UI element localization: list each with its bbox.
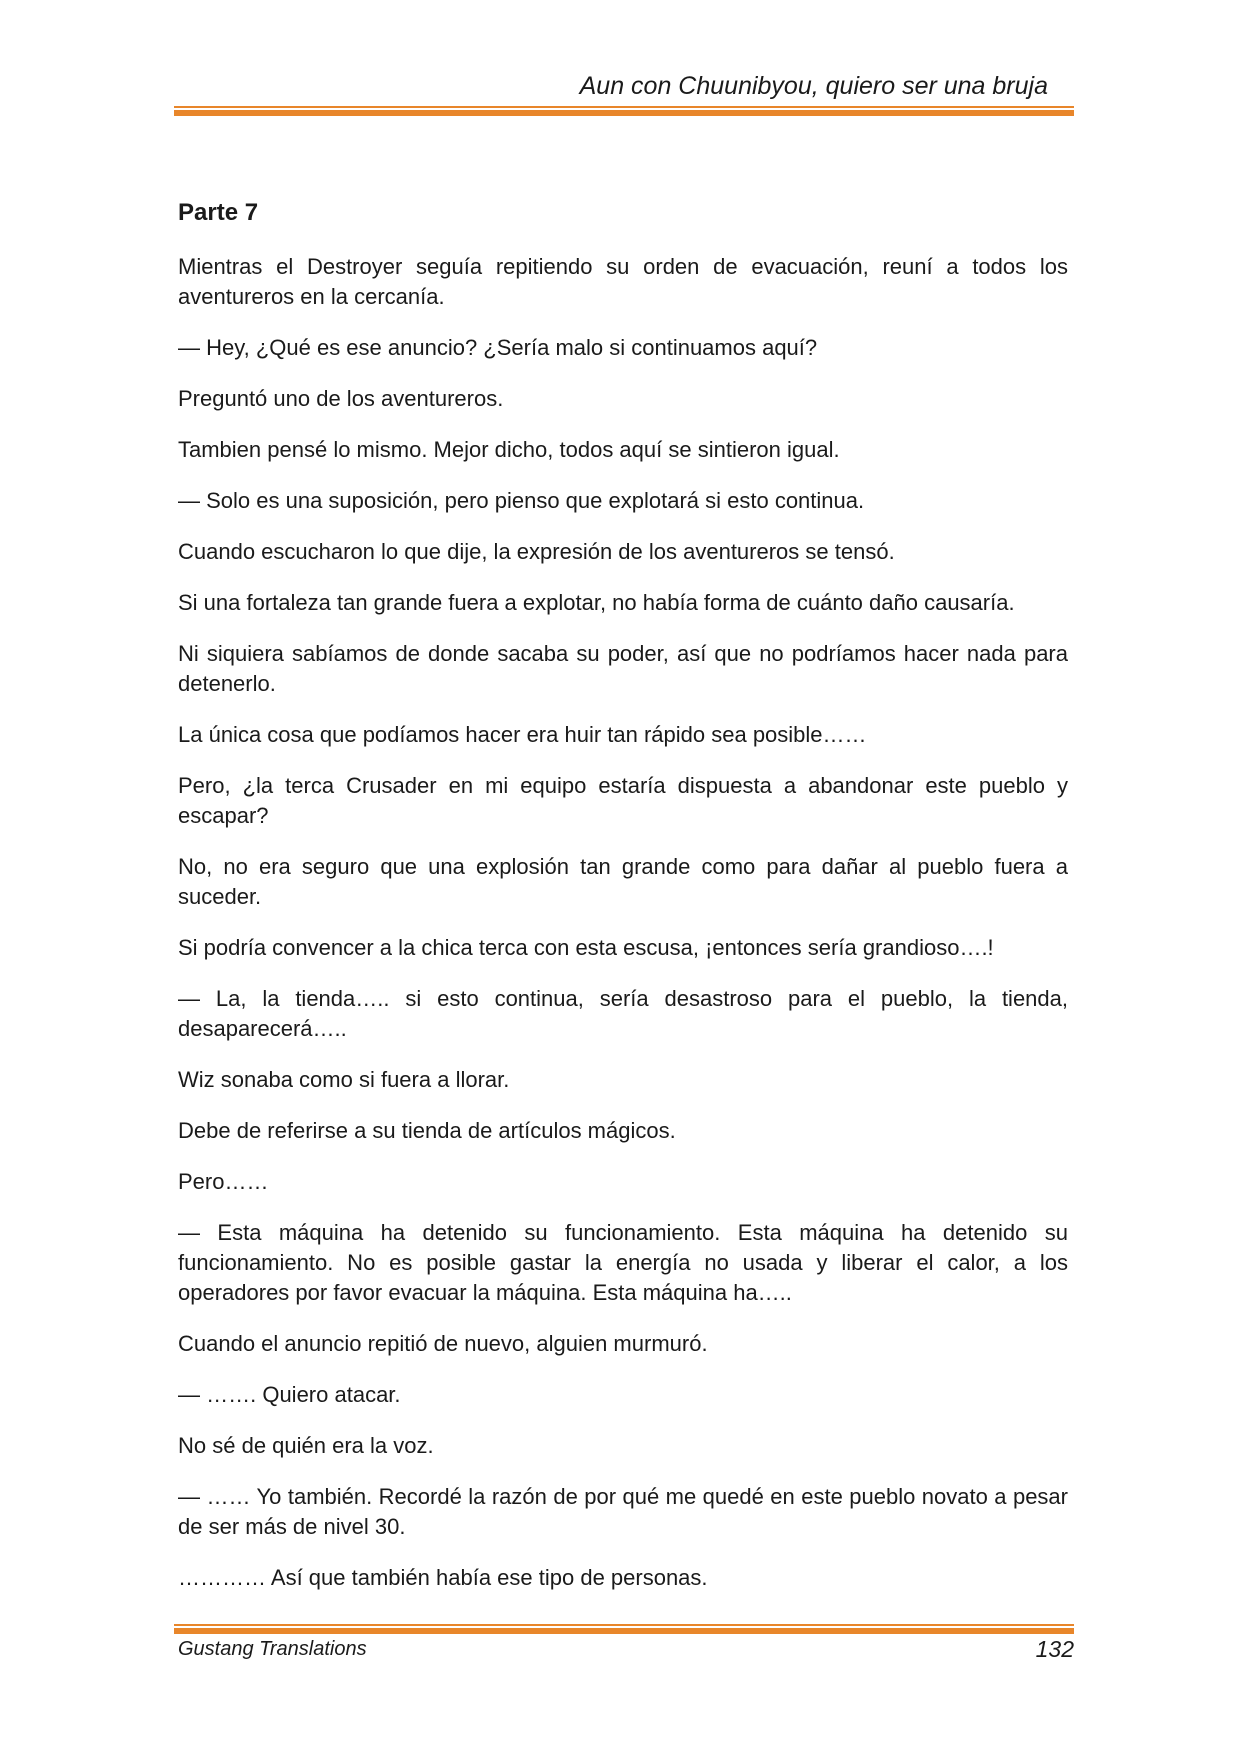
paragraph: — La, la tienda….. si esto continua, sería desastroso para el pueblo, la tienda, desaparecerá…..: [178, 986, 1068, 1041]
paragraph: Wiz sonaba como si fuera a llorar.: [178, 1067, 510, 1092]
paragraph: Tambien pensé lo mismo. Mejor dicho, todos aquí se sintieron igual.: [178, 437, 840, 462]
header-divider-thin: [174, 106, 1074, 108]
paragraph: — Solo es una suposición, pero pienso que explotará si esto continua.: [178, 488, 865, 513]
paragraph: Cuando escucharon lo que dije, la expresión de los aventureros se tensó.: [178, 539, 895, 564]
section-heading: Parte 7: [178, 199, 259, 226]
header-divider: [174, 106, 1074, 116]
paragraph: La única cosa que podíamos hacer era huir tan rápido sea posible……: [178, 722, 867, 747]
header-divider-thick: [174, 110, 1074, 116]
running-header-title: Aun con Chuunibyou, quiero ser una bruja: [579, 72, 1048, 100]
paragraph: Pero, ¿la terca Crusader en mi equipo estaría dispuesta a abandonar este pueblo y escapar?: [178, 773, 1068, 828]
paragraph: ………… Así que también había ese tipo de personas.: [178, 1565, 708, 1590]
paragraph: No, no era seguro que una explosión tan grande como para dañar al pueblo fuera a suceder.: [178, 854, 1068, 909]
footer-divider-thick: [174, 1628, 1074, 1634]
paragraph: — Esta máquina ha detenido su funcionamiento. Esta máquina ha detenido su funcionamiento. No es posible gastar la energía no usada y liberar el calor, a los operadores por favor evacuar la máquina. Esta máquina ha…..: [178, 1220, 1068, 1305]
footer-divider-thin: [174, 1624, 1074, 1626]
paragraph: Ni siquiera sabíamos de donde sacaba su poder, así que no podríamos hacer nada para detenerlo.: [178, 641, 1068, 696]
page-number: 132: [1035, 1636, 1074, 1662]
paragraph: Si una fortaleza tan grande fuera a explotar, no había forma de cuánto daño causaría.: [178, 590, 1015, 615]
paragraph: Si podría convencer a la chica terca con esta escusa, ¡entonces sería grandioso….!: [178, 935, 994, 960]
paragraph: — Hey, ¿Qué es ese anuncio? ¿Sería malo si continuamos aquí?: [178, 335, 818, 360]
paragraph: Debe de referirse a su tienda de artículos mágicos.: [178, 1118, 676, 1143]
footer-publisher: Gustang Translations: [178, 1638, 367, 1660]
paragraph: Cuando el anuncio repitió de nuevo, alguien murmuró.: [178, 1331, 708, 1356]
page-body: [178, 196, 1068, 1614]
paragraph: No sé de quién era la voz.: [178, 1433, 434, 1458]
paragraph: Mientras el Destroyer seguía repitiendo su orden de evacuación, reuní a todos los aventureros en la cercanía.: [178, 254, 1068, 309]
paragraph: — …… Yo también. Recordé la razón de por qué me quedé en este pueblo novato a pesar de ser más de nivel 30.: [178, 1484, 1068, 1539]
paragraph: Pero……: [178, 1169, 269, 1194]
paragraph: Preguntó uno de los aventureros.: [178, 386, 504, 411]
paragraph: — ……. Quiero atacar.: [178, 1382, 401, 1407]
footer-divider: [174, 1624, 1074, 1634]
